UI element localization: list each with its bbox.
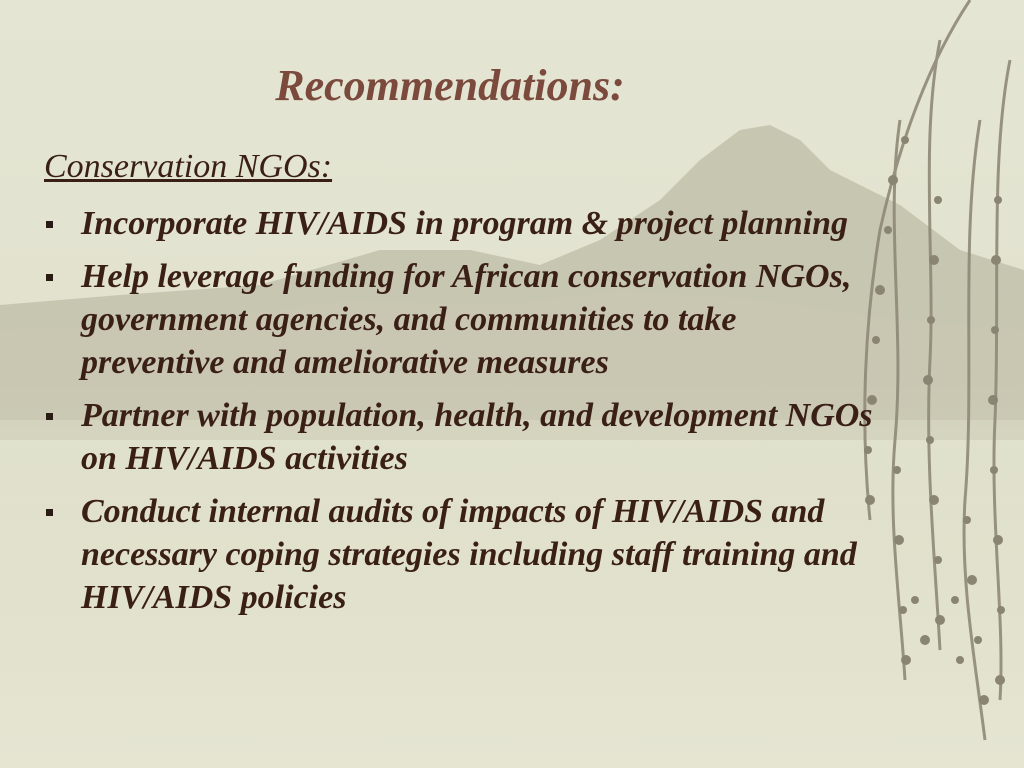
square-bullet-icon xyxy=(46,413,53,420)
list-item xyxy=(44,202,874,245)
section-heading: Conservation NGOs: xyxy=(44,148,333,185)
bullet-text: Partner with population, health, and development NGOs on HIV/AIDS activities xyxy=(81,397,873,477)
square-bullet-icon xyxy=(46,221,53,228)
square-bullet-icon xyxy=(46,274,53,281)
list-item xyxy=(44,490,874,619)
square-bullet-icon xyxy=(46,509,53,516)
recommendations-list xyxy=(44,202,874,629)
list-item xyxy=(44,394,874,480)
bullet-text: Help leverage funding for African conservation NGOs, government agencies, and communities to take preventive and ameliorative measures xyxy=(81,258,852,381)
slide-title: Recommendations: xyxy=(275,61,625,110)
bullet-text: Conduct internal audits of impacts of HIV/AIDS and necessary coping strategies including staff training and HIV/AIDS policies xyxy=(81,493,857,616)
list-item xyxy=(44,255,874,384)
bullet-text: Incorporate HIV/AIDS in program & project planning xyxy=(81,205,849,242)
